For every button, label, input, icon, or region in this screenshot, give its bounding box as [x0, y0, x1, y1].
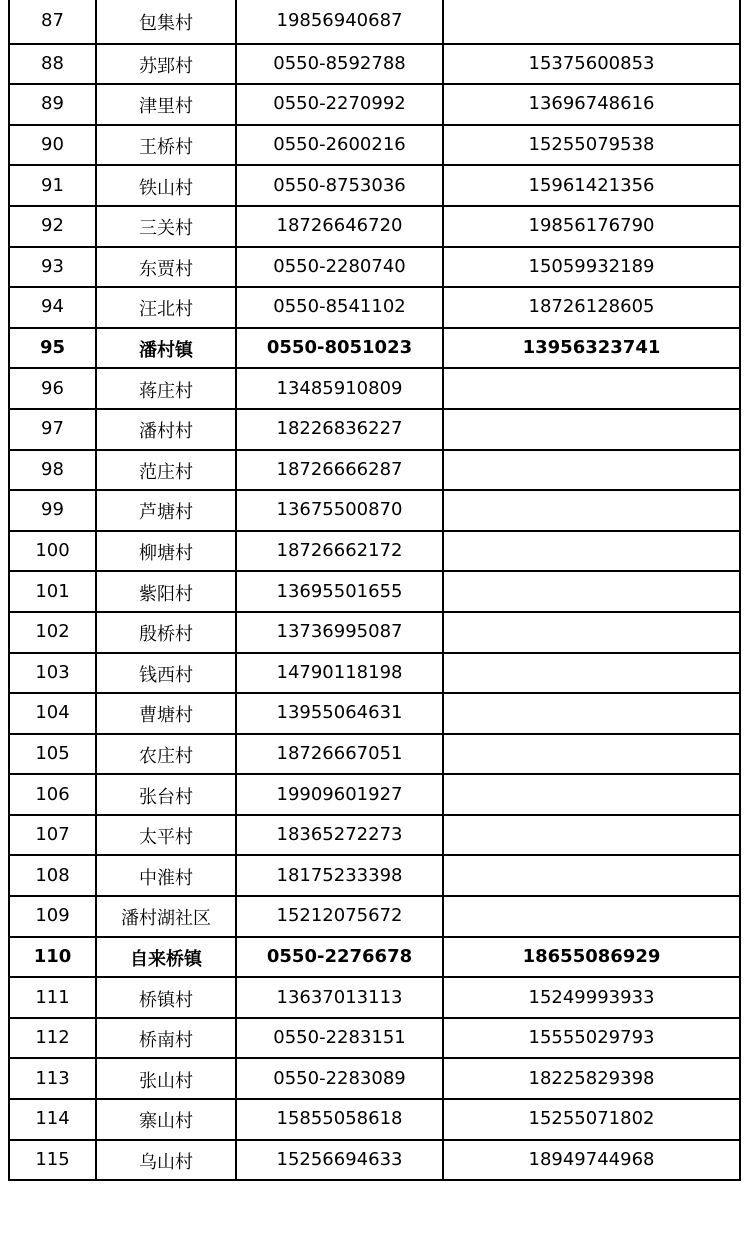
mobile-phone-cell	[443, 855, 740, 896]
landline-phone-cell: 13675500870	[236, 490, 443, 531]
village-name-cell: 张台村	[96, 774, 236, 815]
landline-phone-cell: 15212075672	[236, 896, 443, 937]
table-row	[9, 693, 740, 734]
mobile-phone-cell: 13696748616	[443, 84, 740, 125]
row-number-cell: 87	[9, 0, 96, 44]
row-number-cell: 106	[9, 774, 96, 815]
row-number-cell: 104	[9, 693, 96, 734]
village-name-cell: 钱西村	[96, 653, 236, 694]
row-number-cell: 101	[9, 571, 96, 612]
table-row	[9, 734, 740, 775]
landline-phone-cell: 18226836227	[236, 409, 443, 450]
mobile-phone-cell: 15375600853	[443, 44, 740, 85]
row-number-cell: 92	[9, 206, 96, 247]
village-name-cell: 包集村	[96, 0, 236, 44]
table-row	[9, 1099, 740, 1140]
village-name-cell: 乌山村	[96, 1140, 236, 1181]
table-row	[9, 815, 740, 856]
table-row	[9, 653, 740, 694]
village-name-cell: 张山村	[96, 1058, 236, 1099]
landline-phone-cell: 18726662172	[236, 531, 443, 572]
table-row	[9, 896, 740, 937]
table-row	[9, 1018, 740, 1059]
landline-phone-cell: 15256694633	[236, 1140, 443, 1181]
village-name-cell: 中淮村	[96, 855, 236, 896]
landline-phone-cell: 19909601927	[236, 774, 443, 815]
mobile-phone-cell: 15249993933	[443, 977, 740, 1018]
row-number-cell: 111	[9, 977, 96, 1018]
mobile-phone-cell	[443, 571, 740, 612]
row-number-cell: 102	[9, 612, 96, 653]
table-row	[9, 855, 740, 896]
mobile-phone-cell: 13956323741	[443, 328, 740, 369]
table-row	[9, 125, 740, 166]
mobile-phone-cell	[443, 409, 740, 450]
landline-phone-cell: 18365272273	[236, 815, 443, 856]
row-number-cell: 109	[9, 896, 96, 937]
mobile-phone-cell: 15961421356	[443, 165, 740, 206]
row-number-cell: 100	[9, 531, 96, 572]
village-name-cell: 汪北村	[96, 287, 236, 328]
village-name-cell: 津里村	[96, 84, 236, 125]
mobile-phone-cell	[443, 653, 740, 694]
row-number-cell: 99	[9, 490, 96, 531]
mobile-phone-cell: 15059932189	[443, 247, 740, 288]
mobile-phone-cell	[443, 774, 740, 815]
table-row	[9, 490, 740, 531]
table-row	[9, 571, 740, 612]
row-number-cell: 89	[9, 84, 96, 125]
table-row	[9, 531, 740, 572]
mobile-phone-cell	[443, 0, 740, 44]
mobile-phone-cell: 15255079538	[443, 125, 740, 166]
row-number-cell: 115	[9, 1140, 96, 1181]
table-row	[9, 0, 740, 44]
mobile-phone-cell: 18726128605	[443, 287, 740, 328]
table-row	[9, 612, 740, 653]
landline-phone-cell: 0550-2270992	[236, 84, 443, 125]
row-number-cell: 108	[9, 855, 96, 896]
table-row	[9, 409, 740, 450]
village-name-cell: 潘村村	[96, 409, 236, 450]
village-name-cell: 铁山村	[96, 165, 236, 206]
row-number-cell: 113	[9, 1058, 96, 1099]
contact-table-body	[9, 0, 740, 1180]
row-number-cell: 94	[9, 287, 96, 328]
row-number-cell: 97	[9, 409, 96, 450]
mobile-phone-cell	[443, 734, 740, 775]
mobile-phone-cell	[443, 490, 740, 531]
mobile-phone-cell	[443, 896, 740, 937]
table-row	[9, 328, 740, 369]
row-number-cell: 114	[9, 1099, 96, 1140]
village-name-cell: 桥镇村	[96, 977, 236, 1018]
mobile-phone-cell: 18225829398	[443, 1058, 740, 1099]
row-number-cell: 90	[9, 125, 96, 166]
table-row	[9, 287, 740, 328]
table-row	[9, 450, 740, 491]
row-number-cell: 91	[9, 165, 96, 206]
village-name-cell: 芦塘村	[96, 490, 236, 531]
table-row	[9, 1058, 740, 1099]
contact-table-page	[8, 0, 739, 1238]
contact-table	[8, 0, 741, 1181]
village-name-cell: 寨山村	[96, 1099, 236, 1140]
landline-phone-cell: 13485910809	[236, 368, 443, 409]
mobile-phone-cell: 15555029793	[443, 1018, 740, 1059]
table-row	[9, 977, 740, 1018]
table-row	[9, 1140, 740, 1181]
table-row	[9, 84, 740, 125]
row-number-cell: 107	[9, 815, 96, 856]
village-name-cell: 苏郢村	[96, 44, 236, 85]
village-name-cell: 曹塘村	[96, 693, 236, 734]
village-name-cell: 太平村	[96, 815, 236, 856]
landline-phone-cell: 13695501655	[236, 571, 443, 612]
table-row	[9, 247, 740, 288]
village-name-cell: 殷桥村	[96, 612, 236, 653]
table-row	[9, 165, 740, 206]
row-number-cell: 88	[9, 44, 96, 85]
landline-phone-cell: 18726667051	[236, 734, 443, 775]
mobile-phone-cell	[443, 612, 740, 653]
mobile-phone-cell	[443, 450, 740, 491]
landline-phone-cell: 13736995087	[236, 612, 443, 653]
village-name-cell: 自来桥镇	[96, 937, 236, 978]
landline-phone-cell: 0550-2276678	[236, 937, 443, 978]
village-name-cell: 柳塘村	[96, 531, 236, 572]
table-row	[9, 44, 740, 85]
table-row	[9, 206, 740, 247]
village-name-cell: 范庄村	[96, 450, 236, 491]
landline-phone-cell: 0550-2280740	[236, 247, 443, 288]
landline-phone-cell: 14790118198	[236, 653, 443, 694]
landline-phone-cell: 0550-8592788	[236, 44, 443, 85]
landline-phone-cell: 0550-2283089	[236, 1058, 443, 1099]
mobile-phone-cell	[443, 531, 740, 572]
mobile-phone-cell: 18655086929	[443, 937, 740, 978]
mobile-phone-cell: 18949744968	[443, 1140, 740, 1181]
landline-phone-cell: 18175233398	[236, 855, 443, 896]
landline-phone-cell: 0550-8051023	[236, 328, 443, 369]
landline-phone-cell: 13955064631	[236, 693, 443, 734]
landline-phone-cell: 0550-2283151	[236, 1018, 443, 1059]
mobile-phone-cell	[443, 693, 740, 734]
village-name-cell: 王桥村	[96, 125, 236, 166]
landline-phone-cell: 18726646720	[236, 206, 443, 247]
row-number-cell: 105	[9, 734, 96, 775]
village-name-cell: 东贾村	[96, 247, 236, 288]
row-number-cell: 96	[9, 368, 96, 409]
table-row	[9, 937, 740, 978]
mobile-phone-cell: 15255071802	[443, 1099, 740, 1140]
row-number-cell: 95	[9, 328, 96, 369]
landline-phone-cell: 0550-8753036	[236, 165, 443, 206]
landline-phone-cell: 18726666287	[236, 450, 443, 491]
village-name-cell: 蒋庄村	[96, 368, 236, 409]
row-number-cell: 103	[9, 653, 96, 694]
mobile-phone-cell: 19856176790	[443, 206, 740, 247]
mobile-phone-cell	[443, 368, 740, 409]
mobile-phone-cell	[443, 815, 740, 856]
landline-phone-cell: 0550-8541102	[236, 287, 443, 328]
landline-phone-cell: 19856940687	[236, 0, 443, 44]
table-row	[9, 368, 740, 409]
village-name-cell: 农庄村	[96, 734, 236, 775]
row-number-cell: 112	[9, 1018, 96, 1059]
landline-phone-cell: 15855058618	[236, 1099, 443, 1140]
row-number-cell: 110	[9, 937, 96, 978]
village-name-cell: 潘村湖社区	[96, 896, 236, 937]
table-row	[9, 774, 740, 815]
row-number-cell: 93	[9, 247, 96, 288]
village-name-cell: 紫阳村	[96, 571, 236, 612]
landline-phone-cell: 13637013113	[236, 977, 443, 1018]
village-name-cell: 三关村	[96, 206, 236, 247]
row-number-cell: 98	[9, 450, 96, 491]
village-name-cell: 桥南村	[96, 1018, 236, 1059]
landline-phone-cell: 0550-2600216	[236, 125, 443, 166]
village-name-cell: 潘村镇	[96, 328, 236, 369]
